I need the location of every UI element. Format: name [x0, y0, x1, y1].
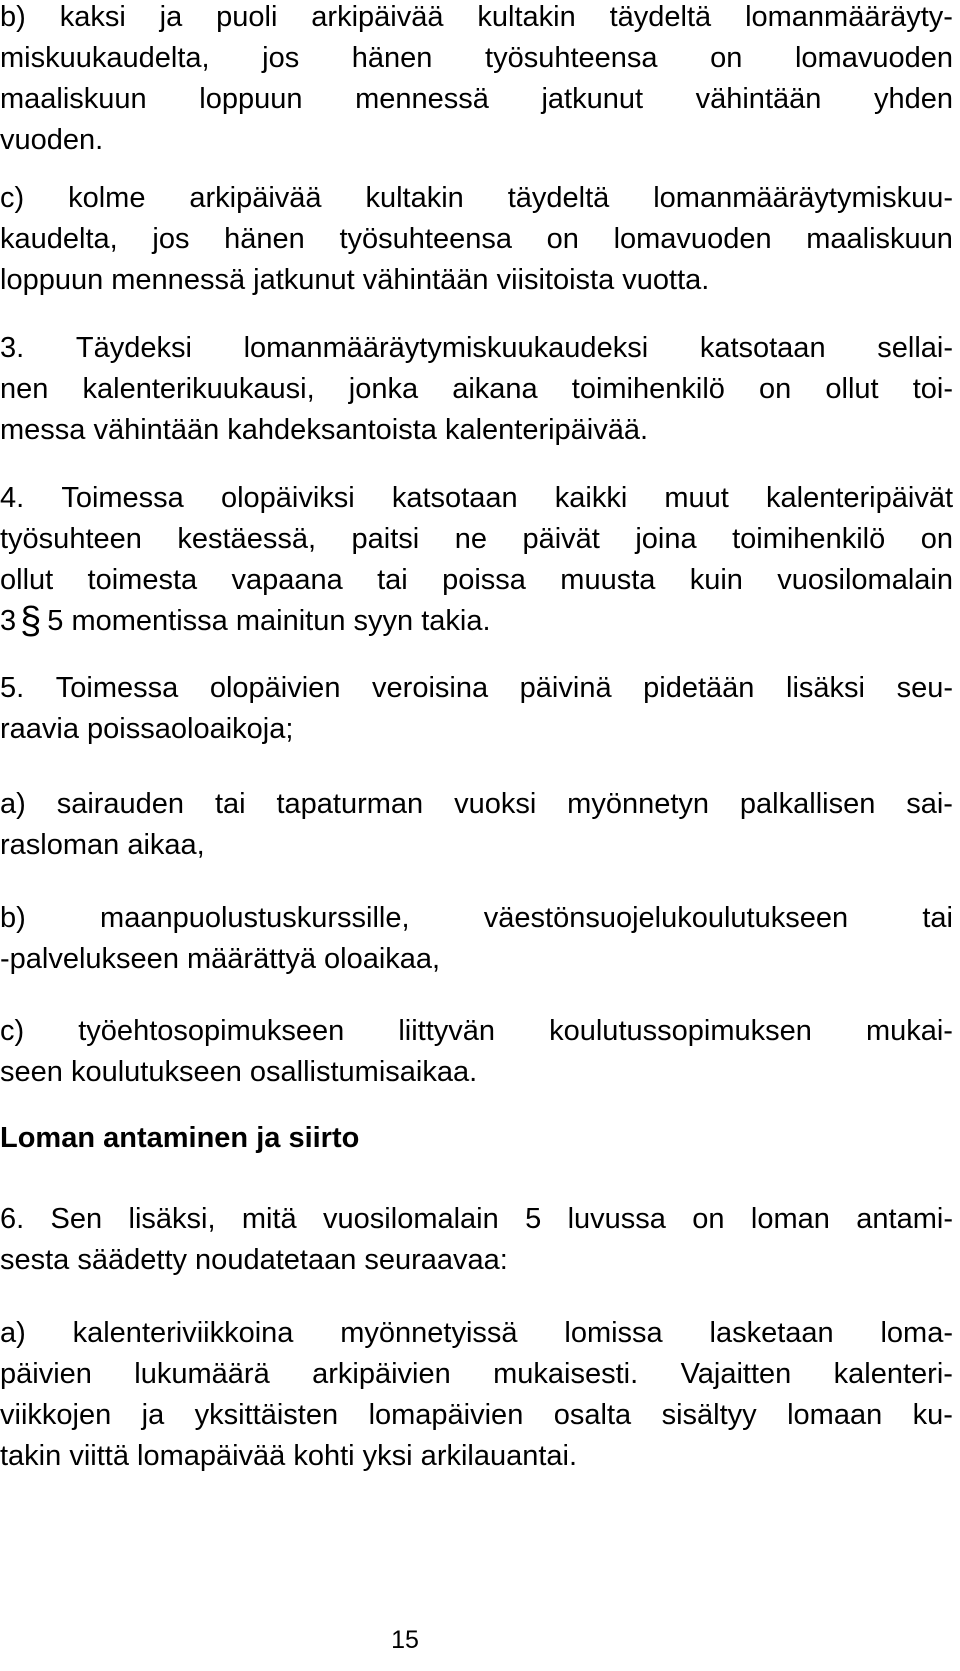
word: b): [0, 1, 26, 33]
text-line: [0, 560, 953, 601]
word: päivät: [522, 523, 600, 555]
word: hänen: [224, 223, 305, 255]
word: sellai-: [877, 332, 953, 364]
word: jonka: [348, 373, 419, 405]
word: loma-: [880, 1317, 953, 1349]
word: liittyvän: [398, 1015, 496, 1047]
word: jatkunut: [541, 83, 644, 115]
text-line: rasloman aikaa,: [0, 829, 205, 861]
text-line: [0, 219, 953, 260]
word: 5.: [0, 672, 25, 704]
word: kaudelta,: [0, 223, 118, 255]
word: arkipäivien: [312, 1358, 451, 1390]
text-line: [0, 784, 953, 825]
word: työsuhteensa: [339, 223, 512, 255]
word: myönnetyissä: [340, 1317, 518, 1349]
word: täydeltä: [609, 1, 712, 33]
paragraph-item-b-defense: [0, 898, 960, 980]
paragraph-item-b-half: [0, 0, 960, 161]
word: kaksi: [59, 1, 126, 33]
word: toimesta: [87, 564, 198, 596]
word: Toimessa: [61, 482, 184, 514]
word: lomanmääräytymiskuukaudeksi: [243, 332, 649, 364]
word: katsotaan: [391, 482, 518, 514]
paragraph-item-c-training: [0, 1011, 960, 1093]
text-line: [0, 79, 953, 120]
word: lomavuoden: [794, 42, 953, 74]
word: kestäessä,: [177, 523, 317, 555]
word: kultakin: [477, 1, 576, 33]
word: lisäksi: [786, 672, 865, 704]
paragraph-section-6: [0, 1199, 960, 1281]
word: myönnetyn: [567, 788, 710, 820]
word: tapaturman: [276, 788, 424, 820]
text-line: [0, 328, 953, 369]
word: ja: [159, 1, 183, 33]
text-line: -palvelukseen määrättyä oloaikaa,: [0, 943, 441, 975]
word: c): [0, 1015, 25, 1047]
word: paitsi: [351, 523, 420, 555]
text-line: seen koulutukseen osallistumisaikaa.: [0, 1056, 478, 1088]
word: toi-: [912, 373, 953, 405]
word: lomaan: [787, 1399, 883, 1431]
word: toimihenkilö: [732, 523, 886, 555]
word: kalenterikuukausi,: [82, 373, 315, 405]
text-line: [0, 369, 953, 410]
word: ollut: [825, 373, 879, 405]
text-line: [0, 478, 953, 519]
text-line: [0, 519, 953, 560]
text-line: [0, 0, 953, 38]
word: mennessä: [355, 83, 489, 115]
text-line: [0, 1011, 953, 1052]
word: miskuukaudelta,: [0, 42, 210, 74]
word: lomanmääräyty-: [745, 1, 953, 33]
word: vuosilomalain: [777, 564, 953, 596]
text-line: vuoden.: [0, 124, 104, 156]
text-line: raavia poissaoloaikoja;: [0, 713, 294, 745]
word: maaliskuun: [806, 223, 953, 255]
word: täydeltä: [507, 182, 610, 214]
word: on: [920, 523, 953, 555]
word: viikkojen: [0, 1399, 112, 1431]
word: luvussa: [567, 1203, 666, 1235]
word: koulutussopimuksen: [549, 1015, 812, 1047]
word: 3.: [0, 332, 25, 364]
word: työsuhteensa: [485, 42, 658, 74]
word: c): [0, 182, 25, 214]
word: sisältyy: [661, 1399, 757, 1431]
paragraph-item-a-sick: [0, 784, 960, 866]
text-line: [0, 38, 953, 79]
word: katsotaan: [699, 332, 826, 364]
text-line: [0, 1313, 953, 1354]
word: aikana: [452, 373, 538, 405]
word: vapaana: [231, 564, 343, 596]
word: sairauden: [56, 788, 185, 820]
word: kolme: [68, 182, 146, 214]
word: veroisina: [372, 672, 489, 704]
word: lukumäärä: [134, 1358, 270, 1390]
word: olopäiviksi: [220, 482, 355, 514]
word: lomanmääräytymiskuu-: [653, 182, 953, 214]
word: ne: [454, 523, 487, 555]
word: olopäivien: [209, 672, 341, 704]
word: väestönsuojelukoulutukseen: [483, 902, 849, 934]
page-number: 15: [391, 1626, 419, 1654]
text-line: messa vähintään kahdeksantoista kalenteripäivää.: [0, 414, 649, 446]
paragraph-section-4: [0, 478, 960, 642]
word: vuoksi: [454, 788, 537, 820]
word: kaikki: [554, 482, 628, 514]
word: tai: [377, 564, 408, 596]
word: on: [692, 1203, 725, 1235]
word: Sen: [50, 1203, 103, 1235]
paragraph-item-c-three: [0, 178, 960, 301]
text-line: [0, 668, 953, 709]
word: arkipäivää: [189, 182, 322, 214]
text-line: [0, 1354, 953, 1395]
word: hänen: [351, 42, 433, 74]
paragraph-section-5: [0, 668, 960, 750]
word: työsuhteen: [0, 523, 142, 555]
word: ollut: [0, 564, 54, 596]
word: on: [759, 373, 792, 405]
word: on: [546, 223, 579, 255]
word: joina: [635, 523, 697, 555]
word: 5: [525, 1203, 542, 1235]
word: palkallisen: [739, 788, 876, 820]
word: maanpuolustuskurssille,: [100, 902, 410, 934]
word: työehtosopimukseen: [78, 1015, 345, 1047]
word: antami-: [856, 1203, 953, 1235]
word: loman: [750, 1203, 830, 1235]
word: yhden: [873, 83, 953, 115]
word: mukai-: [865, 1015, 953, 1047]
word: kultakin: [365, 182, 464, 214]
text-line: loppuun mennessä jatkunut vähintään viisitoista vuotta.: [0, 264, 710, 296]
word: 4.: [0, 482, 25, 514]
text-line: [0, 1395, 953, 1436]
word: poissa: [442, 564, 526, 596]
text-line: [0, 178, 953, 219]
word: kalenteripäivät: [766, 482, 953, 514]
statute-chapter: 3: [0, 605, 17, 637]
word: lasketaan: [709, 1317, 834, 1349]
word: vuosilomalain: [323, 1203, 499, 1235]
word: jos: [152, 223, 190, 255]
word: a): [0, 1317, 26, 1349]
text-line: [0, 601, 960, 642]
word: a): [0, 788, 26, 820]
word: ja: [141, 1399, 165, 1431]
word: päivien: [0, 1358, 92, 1390]
word: osalta: [553, 1399, 632, 1431]
text-line: [0, 1199, 953, 1240]
word: kalenteriviikkoina: [72, 1317, 294, 1349]
word: loppuun: [199, 83, 303, 115]
word: jos: [262, 42, 300, 74]
section-heading: Loman antaminen ja siirto: [0, 1122, 360, 1154]
word: tai: [922, 902, 953, 934]
word: lomavuoden: [613, 223, 772, 255]
word: lomissa: [564, 1317, 663, 1349]
word: sai-: [906, 788, 953, 820]
word: Vajaitten: [680, 1358, 792, 1390]
word: pidetään: [643, 672, 755, 704]
paragraph-section-3: [0, 328, 960, 451]
paragraph-item-a-weeks: [0, 1313, 960, 1477]
word: Toimessa: [55, 672, 179, 704]
word: kuin: [689, 564, 743, 596]
word: puoli: [216, 1, 278, 33]
word: seu-: [896, 672, 953, 704]
word: Täydeksi: [75, 332, 192, 364]
word: maaliskuun: [0, 83, 147, 115]
word: toimihenkilö: [571, 373, 725, 405]
word: muut: [664, 482, 729, 514]
word: ku-: [912, 1399, 953, 1431]
section-sign-icon: §: [20, 600, 42, 642]
word: on: [710, 42, 743, 74]
text-line: [0, 898, 953, 939]
word: arkipäivää: [311, 1, 444, 33]
word: päivinä: [519, 672, 612, 704]
word: nen: [0, 373, 49, 405]
word: yksittäisten: [194, 1399, 339, 1431]
word: tai: [214, 788, 246, 820]
word: 6.: [0, 1203, 25, 1235]
word: mukaisesti.: [493, 1358, 639, 1390]
word: lomapäivien: [368, 1399, 524, 1431]
text-fragment: 5 momentissa mainitun syyn takia.: [47, 605, 491, 637]
word: b): [0, 902, 26, 934]
word: muusta: [560, 564, 656, 596]
word: lisäksi,: [128, 1203, 216, 1235]
text-line: sesta säädetty noudatetaan seuraavaa:: [0, 1244, 508, 1276]
word: vähintään: [695, 83, 822, 115]
word: mitä: [241, 1203, 297, 1235]
text-line: takin viittä lomapäivää kohti yksi arkilauantai.: [0, 1440, 578, 1472]
word: kalenteri-: [833, 1358, 953, 1390]
